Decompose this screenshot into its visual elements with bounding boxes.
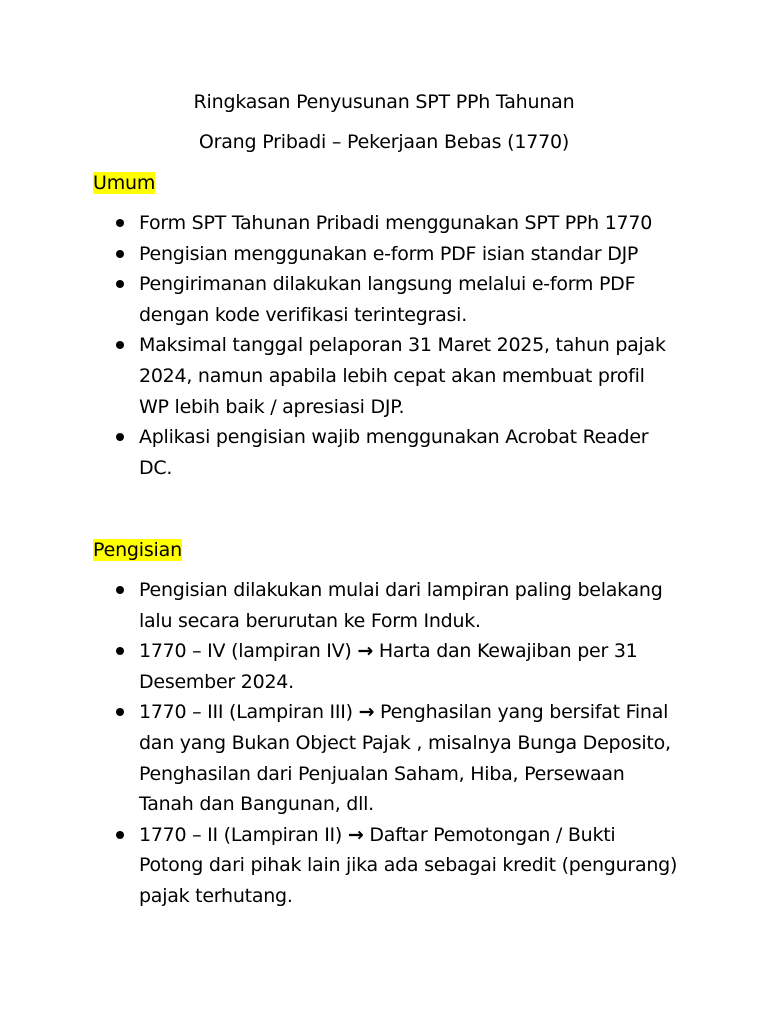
section-heading-pengisian-label: Pengisian: [93, 539, 182, 561]
bullet-icon: [116, 586, 124, 594]
arrow-right-icon: →: [358, 701, 375, 724]
list-item: [0, 575, 679, 636]
list-item-text: Daftar Pemotongan / Bukti Potong dari pihak lain jika ada sebagai kredit (pengurang) pajak terhutang.: [139, 823, 678, 907]
list-item-text: Pengisian menggunakan e-form PDF isian standar DJP: [139, 242, 639, 265]
section-list-pengisian: [0, 575, 768, 912]
section-heading-umum-label: Umum: [93, 172, 156, 194]
list-item-text: Pengirimanan dilakukan langsung melalui e-form PDF dengan kode verifikasi terintegrasi.: [139, 273, 636, 326]
list-item: [0, 697, 679, 819]
list-item: [0, 269, 679, 330]
arrow-right-icon: →: [357, 640, 374, 663]
bullet-icon: [116, 647, 124, 655]
list-item-text: Harta dan Kewajiban per 31 Desember 2024.: [139, 640, 638, 693]
document-title-line-2: Orang Pribadi – Pekerjaan Bebas (1770): [198, 131, 570, 153]
list-item-text: Maksimal tanggal pelaporan 31 Maret 2025, tahun pajak 2024, namun apabila lebih cepat akan membuat profil WP lebih baik / apresiasi DJP.: [139, 334, 666, 418]
list-item: [0, 239, 679, 270]
bullet-icon: [116, 831, 124, 839]
list-item-text: Form SPT Tahunan Pribadi menggunakan SPT PPh 1770: [139, 212, 653, 234]
section-heading-pengisian: [93, 537, 182, 563]
bullet-icon: [116, 280, 124, 288]
document-title-line-1: Ringkasan Penyusunan SPT PPh Tahunan: [193, 91, 575, 113]
list-item: [0, 422, 679, 483]
bullet-icon: [116, 219, 124, 227]
list-item-prefix: 1770 – III (Lampiran III): [139, 701, 353, 724]
list-item-prefix: 1770 – IV (lampiran IV): [139, 640, 352, 663]
list-item: [0, 330, 679, 422]
bullet-icon: [116, 250, 124, 258]
list-item: [0, 208, 679, 239]
bullet-icon: [116, 708, 124, 716]
bullet-icon: [116, 341, 124, 349]
section-heading-umum: [93, 170, 155, 196]
list-item: [0, 636, 679, 697]
arrow-right-icon: →: [347, 823, 364, 846]
list-item-text: Pengisian dilakukan mulai dari lampiran paling belakang lalu secara berurutan ke Form Induk.: [139, 579, 663, 632]
list-item: [0, 820, 679, 912]
list-item-prefix: 1770 – II (Lampiran II): [139, 823, 343, 846]
bullet-icon: [116, 433, 124, 441]
list-item-text: Penghasilan yang bersifat Final dan yang Bukan Object Pajak , misalnya Bunga Deposito, Penghasilan dari Penjualan Saham, Hiba, Persewaan Tanah dan Bangunan, dll.: [139, 701, 671, 816]
section-list-umum: [0, 208, 768, 483]
list-item-text: Aplikasi pengisian wajib menggunakan Acrobat Reader DC.: [139, 426, 649, 479]
